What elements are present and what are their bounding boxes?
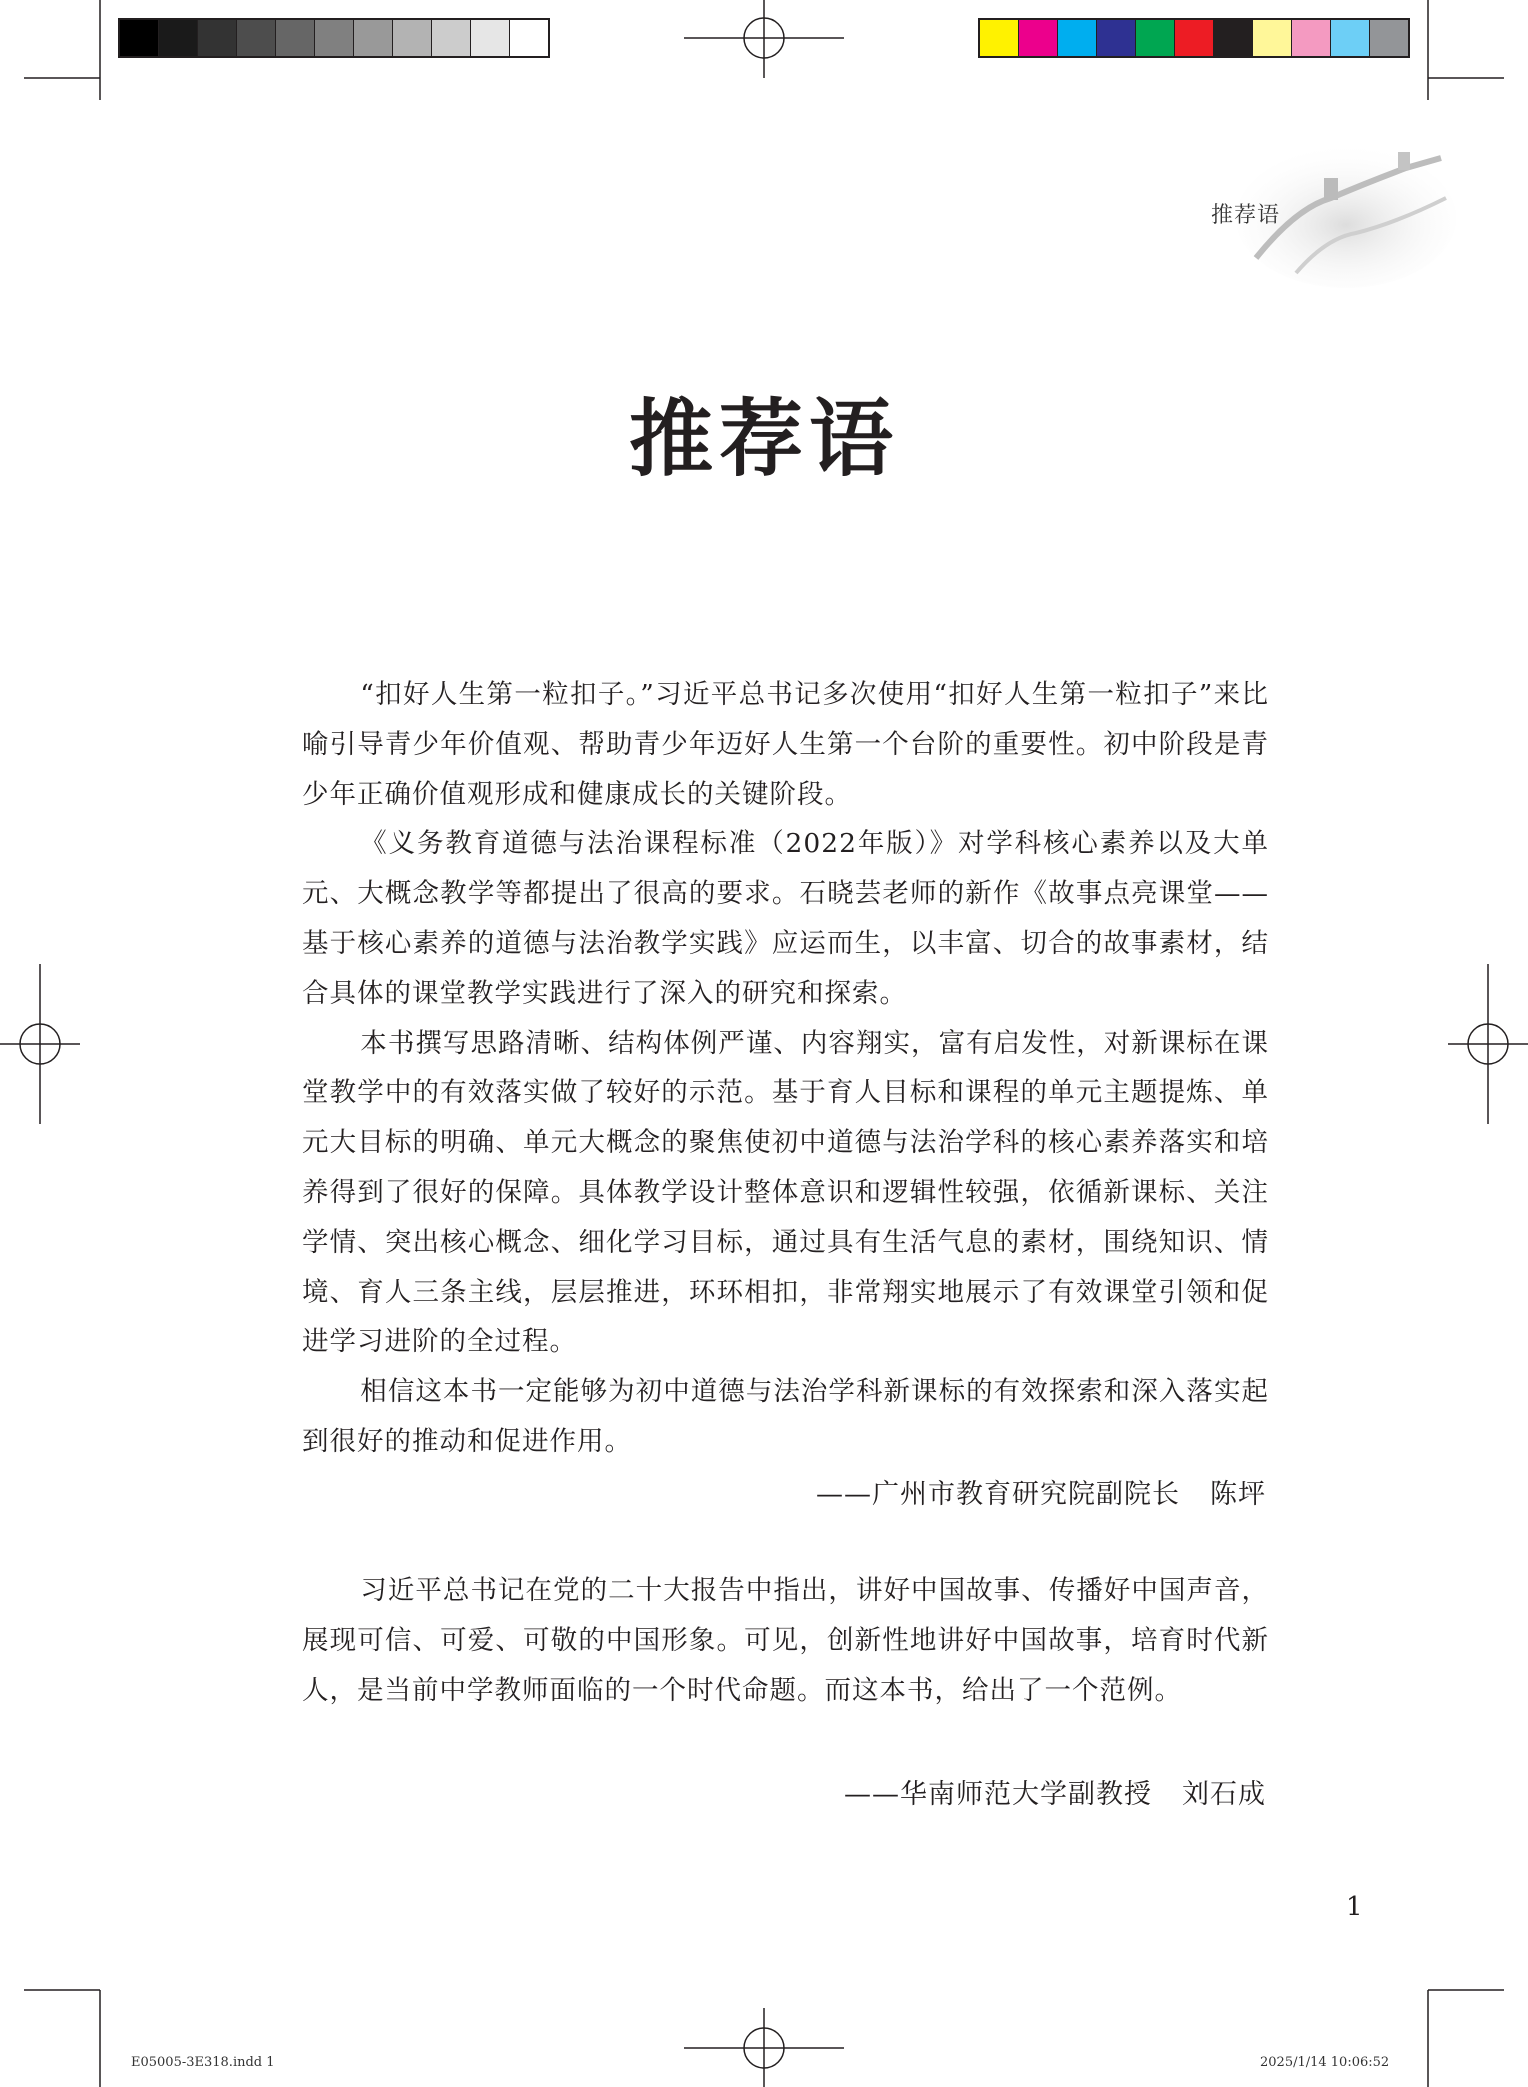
color-swatch — [471, 20, 510, 56]
color-swatch — [120, 20, 159, 56]
recommendation-1 — [302, 670, 1269, 1467]
registration-mark-right — [1448, 964, 1528, 1124]
page-title: 推荐语 — [628, 389, 899, 488]
color-swatch — [354, 20, 393, 56]
paragraph: 《义务教育道德与法治课程标准（2022年版）》对学科核心素养以及大单元、大概念教学等都提出了很高的要求。石晓芸老师的新作《故事点亮课堂——基于核心素养的道德与法治教学实践》应运而生，以丰富、切合的故事素材，结合具体的课堂教学实践进行了深入的研究和探索。 — [302, 828, 1269, 1009]
paragraph: 习近平总书记在党的二十大报告中指出，讲好中国故事、传播好中国声音，展现可信、可爱、可敬的中国形象。可见，创新性地讲好中国故事，培育时代新人，是当前中学教师面临的一个时代命题。而这本书，给出了一个范例。 — [302, 1575, 1269, 1706]
color-swatch — [1214, 20, 1253, 56]
color-swatch — [159, 20, 198, 56]
color-swatch — [1019, 20, 1058, 56]
color-swatch — [1097, 20, 1136, 56]
page-number: 1 — [1346, 1892, 1363, 1922]
slug-datetime: 2025/1/14 10:06:52 — [1260, 2055, 1390, 2070]
signature-2 — [844, 1772, 1266, 1811]
registration-mark-left — [0, 964, 80, 1124]
gray-calibration-bar — [118, 18, 550, 58]
color-swatch — [1136, 20, 1175, 56]
signature-name: 陈坪 — [1210, 1479, 1266, 1510]
running-head: 推荐语 — [1210, 203, 1280, 228]
color-swatch — [1253, 20, 1292, 56]
color-swatch — [1370, 20, 1408, 56]
paragraph: “扣好人生第一粒扣子。”习近平总书记多次使用“扣好人生第一粒扣子”来比喻引导青少年价值观、帮助青少年迈好人生第一个台阶的重要性。初中阶段是青少年正确价值观形成和健康成长的关键阶段。 — [302, 679, 1269, 810]
paragraph: 本书撰写思路清晰、结构体例严谨、内容翔实，富有启发性，对新课标在课堂教学中的有效落实做了较好的示范。基于育人目标和课程的单元主题提炼、单元大目标的明确、单元大概念的聚焦使初中道德与法治学科的核心素养落实和培养得到了很好的保障。具体教学设计整体意识和逻辑性较强，依循新课标、关注学情、突出核心概念、细化学习目标，通过具有生活气息的素材，围绕知识、情境、育人三条主线，层层推进，环环相扣，非常翔实地展示了有效课堂引领和促进学习进阶的全过程。 — [302, 1027, 1269, 1358]
color-swatch — [432, 20, 471, 56]
paragraph: 相信这本书一定能够为初中道德与法治学科新课标的有效探索和深入落实起到很好的推动和促进作用。 — [302, 1376, 1269, 1457]
color-calibration-bar — [978, 18, 1410, 58]
color-swatch — [393, 20, 432, 56]
color-swatch — [1292, 20, 1331, 56]
color-swatch — [510, 20, 548, 56]
signature-1 — [816, 1472, 1266, 1511]
color-swatch — [980, 20, 1019, 56]
slug-filename: E05005-3E318.indd 1 — [131, 2055, 275, 2070]
color-swatch — [315, 20, 354, 56]
signature-title: ——广州市教育研究院副院长 — [816, 1479, 1180, 1510]
registration-mark-top — [684, 0, 844, 78]
color-swatch — [237, 20, 276, 56]
recommendation-2 — [302, 1566, 1269, 1715]
color-swatch — [1058, 20, 1097, 56]
signature-title: ——华南师范大学副教授 — [844, 1779, 1152, 1810]
color-swatch — [1331, 20, 1370, 56]
color-swatch — [1175, 20, 1214, 56]
color-swatch — [276, 20, 315, 56]
color-swatch — [198, 20, 237, 56]
signature-name: 刘石成 — [1182, 1779, 1266, 1810]
registration-mark-bottom — [684, 2008, 844, 2087]
